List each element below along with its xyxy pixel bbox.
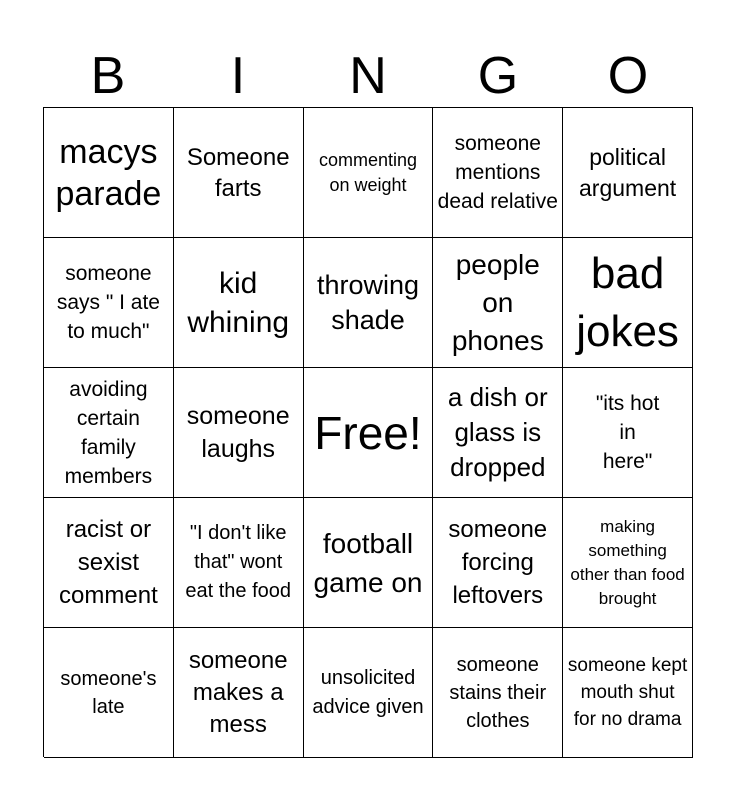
bingo-cell[interactable] [304, 238, 434, 368]
cell-text: racist or sexist comment [59, 516, 158, 609]
cell-text: a dish or glass is dropped [447, 382, 548, 482]
cell-text: bad jokes [576, 248, 679, 356]
bingo-cell[interactable] [433, 628, 563, 758]
bingo-cell[interactable] [433, 368, 563, 498]
cell-text: political argument [579, 143, 677, 201]
bingo-cell[interactable] [563, 498, 693, 628]
cell-text: Someone farts [186, 143, 290, 202]
bingo-cell[interactable] [174, 368, 304, 498]
bingo-cell[interactable] [174, 108, 304, 238]
header-letter-g: G [477, 47, 519, 105]
cell-text: someone says " I ate to much" [56, 262, 160, 343]
bingo-cell[interactable] [44, 628, 174, 758]
bingo-cell[interactable] [563, 238, 693, 368]
header-letter-o: O [607, 47, 649, 105]
board-row [44, 628, 693, 758]
header-letter-i: I [230, 47, 246, 105]
board-row [44, 498, 693, 628]
cell-text: someone makes a mess [188, 646, 288, 738]
cell-text: avoiding certain family members [64, 377, 153, 488]
cell-text: someone forcing leftovers [448, 516, 548, 609]
cell-text: macys parade [55, 132, 162, 213]
bingo-cell[interactable] [433, 238, 563, 368]
bingo-cell[interactable] [433, 498, 563, 628]
bingo-cell[interactable] [304, 498, 434, 628]
bingo-cell[interactable] [174, 628, 304, 758]
header-letter-n: N [349, 47, 387, 105]
bingo-cell[interactable] [563, 368, 693, 498]
board-row [44, 368, 693, 498]
bingo-board [43, 107, 693, 757]
cell-text: someone's late [60, 667, 157, 718]
cell-text: making something other than food brought [570, 516, 685, 608]
bingo-cell[interactable] [44, 498, 174, 628]
bingo-header [43, 44, 693, 108]
bingo-cell[interactable] [304, 628, 434, 758]
cell-text: Free! [314, 406, 422, 459]
header-letter-b: B [90, 47, 126, 105]
cell-text: commenting on weight [318, 149, 418, 195]
cell-text: kid whining [187, 266, 290, 339]
cell-text: someone kept mouth shut for no drama [567, 655, 688, 730]
bingo-cell[interactable] [174, 238, 304, 368]
bingo-cell[interactable] [563, 108, 693, 238]
bingo-cell[interactable] [563, 628, 693, 758]
cell-text: "I don't like that" wont eat the food [185, 522, 292, 602]
cell-text: someone mentions dead relative [437, 132, 558, 213]
cell-text: football game on [313, 527, 423, 598]
cell-text: throwing shade [316, 269, 420, 335]
board-row [44, 108, 693, 238]
cell-text: "its hot in here" [595, 392, 660, 473]
bingo-cell[interactable] [44, 108, 174, 238]
bingo-cell[interactable] [174, 498, 304, 628]
bingo-cell[interactable] [44, 368, 174, 498]
bingo-cell[interactable] [304, 108, 434, 238]
cell-text: unsolicited advice given [312, 666, 424, 718]
bingo-cell[interactable] [433, 108, 563, 238]
cell-text: someone stains their clothes [449, 653, 547, 732]
bingo-cell[interactable] [44, 238, 174, 368]
cell-text: someone laughs [186, 401, 290, 463]
cell-text: people on phones [451, 248, 544, 356]
free-space[interactable] [304, 368, 434, 498]
board-row [44, 238, 693, 368]
